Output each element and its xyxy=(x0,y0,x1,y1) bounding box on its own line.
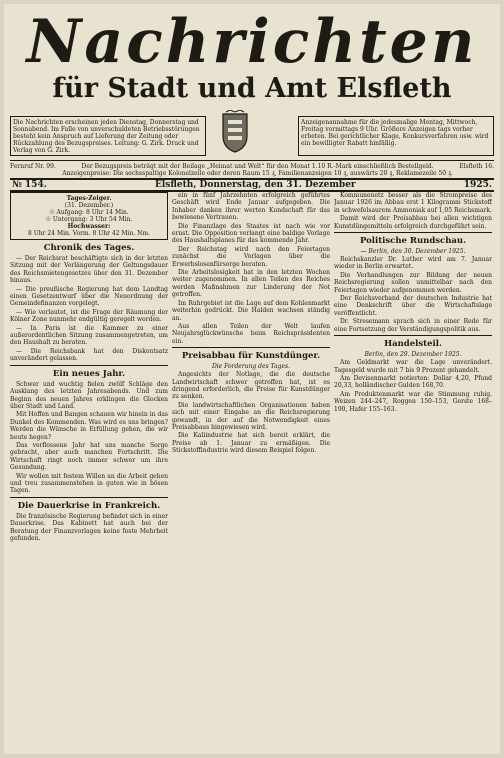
divider xyxy=(10,365,168,366)
handel-heading: Handelsteil. xyxy=(384,339,442,350)
handel-paragraph: Am Produktenmarkt war die Stimmung ruhig. Weizen 244–247, Roggen 150–153, Gerste 168–190, Hafer 155–163. xyxy=(334,390,492,413)
neujahr-paragraph: Wir wollen mit festem Willen an die Arbeit gehen und treu zusammenstehen in guten wie in bösen Tagen. xyxy=(10,472,168,495)
masthead-notices xyxy=(10,116,494,158)
article-paragraph: Die Arbeitslosigkeit hat in den letzten Wochen weiter zugenommen. In allen Teilen des Reiches werden Maßnahmen zur Linderung der Not getroffen. xyxy=(172,269,330,299)
column-3 xyxy=(334,192,492,748)
article-paragraph: Damit wird der Preisabbau bei allen wichtigen Kunstdüngemitteln erfolgreich durchgeführt sein. xyxy=(334,215,492,230)
chronik-paragraph: — In Paris ist die Kammer zu einer außerordentlichen Sitzung zusammengetreten, um den Haushalt zu beraten. xyxy=(10,324,168,347)
hochwasser-label: Hochwasser: xyxy=(67,223,111,230)
article-paragraph: Der Reichstag wird nach den Feiertagen zunächst die Vorlagen über die Erwerbslosenfürsorge beraten. xyxy=(172,245,330,268)
handel-paragraph: Am Devisenmarkt notierten: Dollar 4,20, Pfund 20,33, holländischer Gulden 168,70. xyxy=(334,374,492,390)
handel-dateline: Berlin, den 29. Dezember 1925. xyxy=(364,351,462,359)
fernruf: Fernruf Nr. 99. xyxy=(10,163,56,170)
dateline xyxy=(10,178,494,192)
tages-zeiger-box xyxy=(10,192,168,240)
hochwasser-times: 8 Uhr 24 Min. Vorm. 8 Uhr 42 Min. Nm. xyxy=(27,230,151,237)
neujahr-heading: Ein neues Jahr. xyxy=(52,368,126,379)
divider xyxy=(10,497,168,498)
divider xyxy=(334,335,492,336)
handel-paragraph: Am Geldmarkt war die Lage unverändert. Tagesgeld wurde mit 7 bis 9 Prozent gehandelt. xyxy=(334,359,492,374)
divider xyxy=(172,347,330,348)
column-1 xyxy=(10,192,168,748)
advertising-notice: Anzeigenannahme für die jedesmalige Montag, Mittwoch, Freitag vormittags 9 Uhr. Größere Anzeigen tags vorher erbeten. Bei gerichtlicher Klage, Konkursverfahren usw. wird ein bewilligter Rabatt hinfällig. xyxy=(298,116,494,156)
place-date: Elsfleth, Donnerstag, den 31. Dezember xyxy=(154,180,356,190)
dauerkrise-heading: Die Dauerkrise in Frankreich. xyxy=(17,500,161,511)
volume-number: Elsfleth 16. xyxy=(459,163,494,170)
politische-heading: Politische Rundschau. xyxy=(359,236,467,247)
politische-paragraph: Die Verhandlungen zur Bildung der neuen Reichsregierung sollen unmittelbar nach den Feiertagen wieder aufgenommen werden. xyxy=(334,271,492,294)
preisabbau-paragraph: Angesichts der Notlage, die die deutsche Landwirtschaft schwer getroffen hat, ist es dringend erforderlich, die Preise für Kunstdünger zu senken. xyxy=(172,371,330,401)
issue-number: № 154. xyxy=(12,180,47,190)
subscription-price: Der Bezugspreis beträgt mit der Beilage „Heimat und Welt“ für den Monat 1.10 R.-Mark einschließlich Bestellgeld. Anzeigenpreise: Die sechsspaltige Kolonelzeile oder deren Raum 15 ₰, Familienanzeigen 10 ₰, auswärts 20 ₰, Reklamezeile 50 ₰. xyxy=(62,163,453,177)
chronik-paragraph: — Die Reichsbank hat den Diskontsatz unverändert gelassen. xyxy=(10,347,168,363)
article-paragraph: Kommunenetz besser als die Strompreise des Januar 1926 im Abbau erst 1 Kilogramm Stickstoff in schwefelsaurem Ammoniak auf 1,05 Reichsmark. xyxy=(334,192,492,214)
newspaper-page xyxy=(4,4,500,754)
preisabbau-paragraph: Die landwirtschaftlichen Organisationen haben sich mit einer Eingabe an die Reichsregierung gewandt, in der auf die Notwendigkeit eines Preisabbaus hingewiesen wird. xyxy=(172,401,330,431)
politische-paragraph: Dr. Stresemann sprach sich in einer Rede für eine Fortsetzung der Verständigungspolitik aus. xyxy=(334,318,492,333)
tages-zeiger-date: (31. Dezember.) xyxy=(64,202,114,209)
sunrise-line: ☉ Aufgang: 8 Uhr 14 Min. xyxy=(49,209,129,216)
politische-paragraph: Reichskanzler Dr. Luther wird am 7. Januar wieder in Berlin erwartet. xyxy=(334,256,492,271)
chronik-heading: Chronik des Tages. xyxy=(43,243,135,253)
chronik-paragraph: — Die preußische Regierung hat dem Landtag einen Gesetzentwurf über die Neuordnung der Gemeindefinanzen vorgelegt. xyxy=(10,285,168,308)
coat-of-arms-icon xyxy=(220,110,250,154)
article-paragraph: Im Ruhrgebiet ist die Lage auf dem Kohlenmarkt weiterhin gedrückt. Die Halden wachsen ständig an. xyxy=(172,299,330,322)
issue-year: 1925. xyxy=(463,180,492,190)
neujahr-paragraph: Das verflossene Jahr hat uns manche Sorge gebracht, aber auch manchen Fortschritt. Die Wirtschaft ringt noch immer schwer um ihre Gesundung. xyxy=(10,441,168,472)
preisabbau-heading: Preisabbau für Kunstdünger. xyxy=(181,351,321,362)
dauerkrise-paragraph: Die französische Regierung befindet sich in einer Dauerkrise. Das Kabinett hat auch bei der Beratung der Finanzvorlagen keine feste Mehrheit gefunden. xyxy=(10,512,168,542)
preisabbau-subheading: Die Forderung des Tages. xyxy=(211,363,291,371)
politische-dateline: — Berlin, den 30. Dezember 1925. xyxy=(360,248,466,256)
price-row xyxy=(10,160,494,177)
divider xyxy=(334,232,492,233)
article-paragraph: Aus allen Teilen der Welt laufen Neujahrsglückwünsche beim Reichspräsidenten ein. xyxy=(172,322,330,345)
masthead-subtitle: für Stadt und Amt Elsfleth xyxy=(52,73,452,104)
tages-zeiger-title: Tages-Zeiger. xyxy=(66,195,112,202)
neujahr-paragraph: Mit Hoffen und Bangen schauen wir hinein in das Dunkel des Kommenden. Was wird es uns bringen? Werden die Wünsche in Erfüllung gehen, die wir heute hegen? xyxy=(10,411,168,441)
article-paragraph: Die Finanzlage des Staates ist nach wie vor ernst. Die Opposition verlangt eine baldige Vorlage des Haushaltsplanes für das kommende Jahr. xyxy=(172,222,330,245)
article-paragraph: ein in fünf Jahrzehnten erfolgreich geführtes Geschäft wird Ende Januar aufgegeben. Die Inhaber danken ihrer werten Kundschaft für das bewiesene Vertrauen. xyxy=(172,192,330,222)
column-2 xyxy=(172,192,330,748)
publication-notice: Die Nachrichten erscheinen jeden Dienstag, Donnerstag und Sonnabend. Im Falle von unverschuldeten Betriebsstörungen besteht kein Anspruch auf Lieferung der Zeitung oder Rückzahlung des Bezugspreises. Leitung: G. Zirk. Druck und Verlag von G. Zirk. xyxy=(10,116,206,156)
preisabbau-paragraph: Die Kaliindustrie hat sich bereit erklärt, die Preise ab 1. Januar zu ermäßigen. Die Stickstoffindustrie wird diesem Beispiel folgen. xyxy=(172,432,330,455)
politische-paragraph: Der Reichsverband der deutschen Industrie hat eine Denkschrift über die Wirtschaftslage veröffentlicht. xyxy=(334,295,492,317)
chronik-paragraph: — Wie verlautet, ist die Frage der Räumung der Kölner Zone nunmehr endgültig geregelt worden. xyxy=(10,308,168,324)
masthead-title: Nachrichten xyxy=(26,7,478,77)
article-columns xyxy=(10,192,494,748)
masthead xyxy=(10,7,494,190)
sunset-line: ☉ Untergang: 3 Uhr 54 Min. xyxy=(45,216,133,223)
chronik-paragraph: — Der Reichsrat beschäftigte sich in der letzten Sitzung mit der Verlängerung der Geltungsdauer des Reichsmietengesetzes über den 31. Dezember hinaus. xyxy=(10,255,168,285)
neujahr-paragraph: Schwer und wuchtig fielen zwölf Schläge den Ausklang des letzten Jahresabends. Und zum Beginn des neuen Jahres erklingen die Glocken über Stadt und Land. xyxy=(10,380,168,410)
